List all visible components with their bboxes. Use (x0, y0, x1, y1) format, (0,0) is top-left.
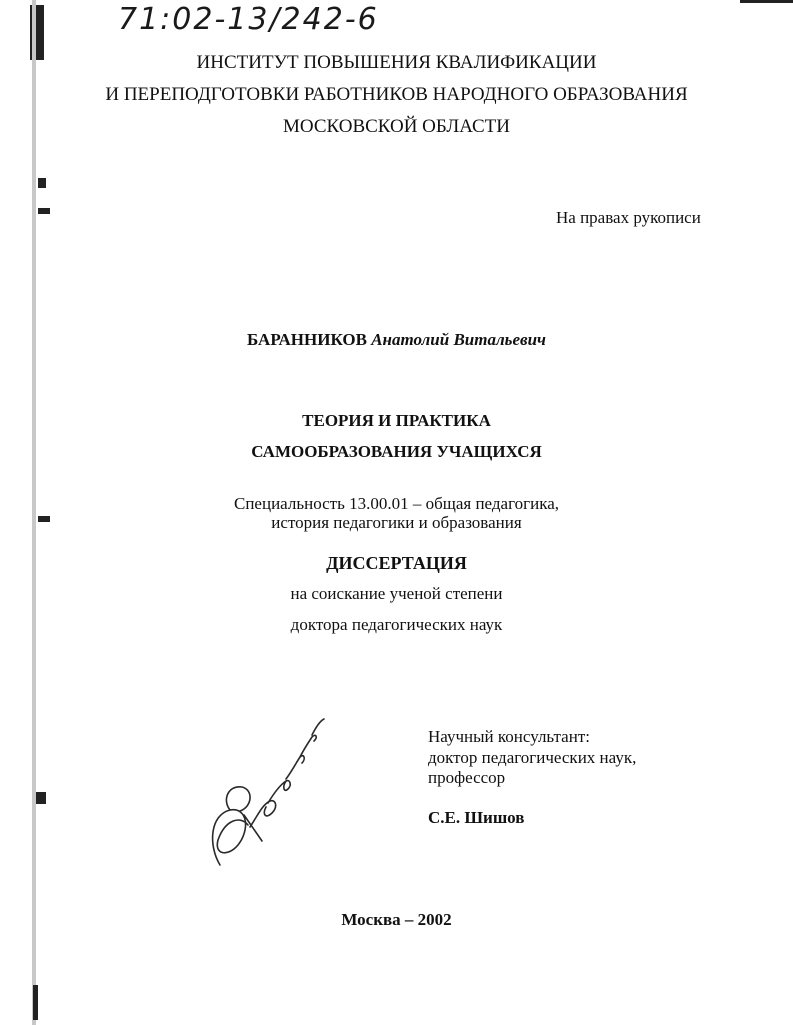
degree-line-1: на соискание ученой степени (290, 584, 503, 603)
scan-edge-mark (38, 178, 46, 188)
consultant-name: С.Е. Шишов (428, 808, 525, 827)
archive-stamp-number: 71:02-13/242-6 (118, 2, 379, 37)
institution-line-3: МОСКОВСКОЙ ОБЛАСТИ (283, 116, 510, 137)
city-year: Москва – 2002 (341, 910, 452, 929)
degree-line-2: доктора педагогических наук (290, 615, 503, 634)
scan-edge-mark (740, 0, 793, 3)
author-name (0, 330, 793, 350)
author-given-names: Анатолий Витальевич (371, 330, 546, 349)
scan-edge-mark (33, 985, 38, 1020)
specialty-line-2: история педагогики и образования (271, 513, 522, 532)
consultant-degree: доктор педагогических наук, (428, 748, 637, 767)
scan-edge-mark (36, 792, 46, 804)
title-line-2: САМООБРАЗОВАНИЯ УЧАЩИХСЯ (251, 442, 542, 461)
title-line-1: ТЕОРИЯ И ПРАКТИКА (302, 411, 491, 430)
institution-line-1: ИНСТИТУТ ПОВЫШЕНИЯ КВАЛИФИКАЦИИ (196, 52, 597, 73)
author-surname: БАРАННИКОВ (247, 330, 367, 349)
work-type: ДИССЕРТАЦИЯ (326, 553, 467, 573)
scan-edge-mark (38, 208, 50, 214)
manuscript-note: На правах рукописи (556, 208, 701, 227)
consultant-title: профессор (428, 768, 506, 787)
specialty-line-1: Специальность 13.00.01 – общая педагогика, (234, 494, 559, 513)
institution-line-2: И ПЕРЕПОДГОТОВКИ РАБОТНИКОВ НАРОДНОГО ОБРАЗОВАНИЯ (105, 84, 688, 105)
consultant-label: Научный консультант: (428, 727, 590, 746)
author-signature (200, 715, 330, 880)
